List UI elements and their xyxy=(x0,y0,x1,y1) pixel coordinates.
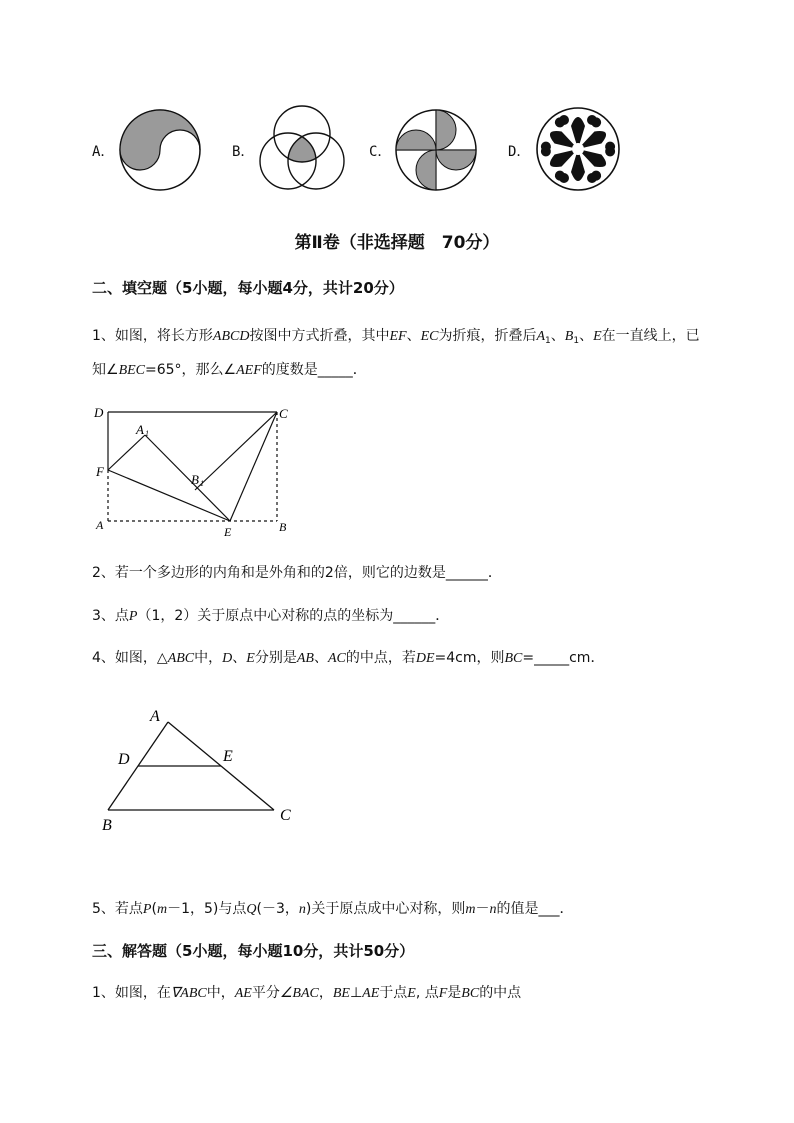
yin-yang-figure xyxy=(118,108,202,192)
fill-section-heading: 二、填空题（5小题，每小题4分，共计20分） xyxy=(92,279,404,297)
label-c: C xyxy=(279,406,288,421)
solve-q1: 1、如图，在∇ABC中，AE平分∠BAC，BE⊥AE于点E, 点F是BC的中点 xyxy=(92,985,522,1001)
label-b1: B xyxy=(191,472,199,487)
label-b: B xyxy=(279,520,287,534)
label-a1: A xyxy=(136,422,144,437)
label-b: B xyxy=(102,817,112,834)
folded-rectangle-figure xyxy=(90,402,300,542)
fill-q1-line2: 知∠BEC=65°，那么∠AEF的度数是_____． xyxy=(92,362,367,378)
label-a: A xyxy=(96,518,104,532)
fill-q3: 3、点P（1，2）关于原点中心对称的点的坐标为______． xyxy=(92,608,450,624)
option-c-label: C． xyxy=(369,144,392,160)
three-circles-figure xyxy=(256,104,348,194)
fill-q1-line1: 1、如图，将长方形ABCD按图中方式折叠，其中EF、EC为折痕，折叠后$A_1$、$B_1$、E在一直线上，已 xyxy=(92,328,700,346)
label-e: E xyxy=(223,748,233,765)
label-b1-sub: 1 xyxy=(200,479,204,488)
option-d-label: D． xyxy=(508,144,531,160)
label-a1-sub: 1 xyxy=(145,429,149,438)
fill-q4: 4、如图，△ABC中，D、E分别是AB、AC的中点，若DE=4cm，则BC=_____cm． xyxy=(92,650,605,666)
label-d: D xyxy=(118,751,130,768)
label-d: D xyxy=(94,405,104,420)
label-a: A xyxy=(150,708,160,725)
option-b-label: B． xyxy=(232,144,255,160)
label-f: F xyxy=(96,464,104,479)
pinwheel-figure xyxy=(394,108,478,192)
label-e: E xyxy=(224,525,232,539)
fill-q5: 5、若点P(m－1，5)与点Q(－3，n)关于原点成中心对称，则m－n的值是___． xyxy=(92,901,574,917)
snowflake-figure xyxy=(535,106,621,192)
option-a-label: A． xyxy=(92,144,115,160)
fill-q2: 2、若一个多边形的内角和是外角和的2倍，则它的边数是______． xyxy=(92,565,502,581)
triangle-midline-figure xyxy=(98,702,308,836)
solve-section-heading: 三、解答题（5小题，每小题10分，共计50分） xyxy=(92,942,415,960)
label-c: C xyxy=(280,807,291,824)
part2-title: 第Ⅱ卷（非选择题 70分） xyxy=(294,233,500,253)
